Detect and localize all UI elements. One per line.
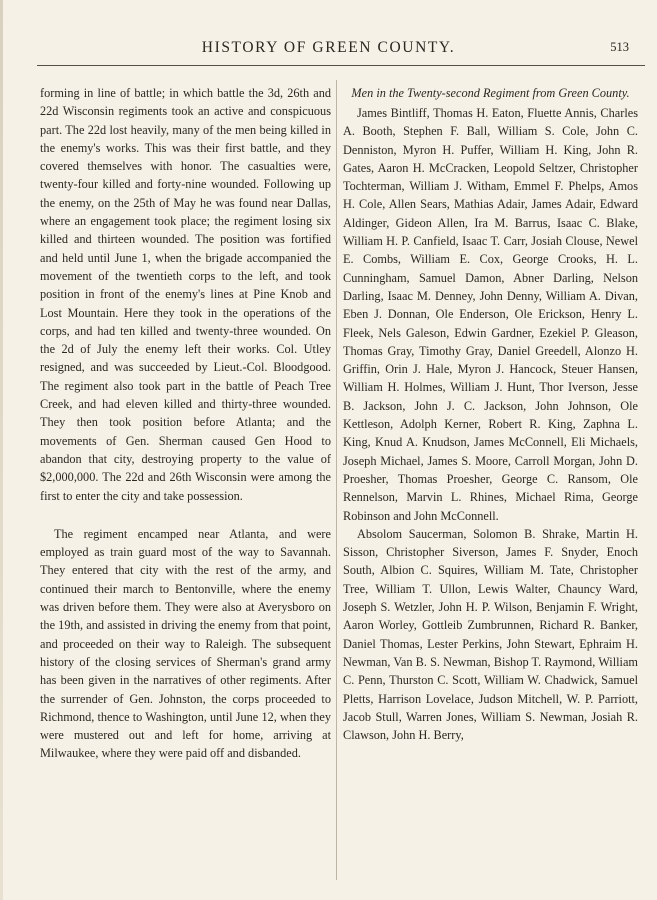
left-paragraph-1: forming in line of battle; in which battle the 3d, 26th and 22d Wisconsin regiments took an active and conspicuous part. The 22d lost heavily, many of the men being killed in the enemy's works. This was their first battle, and they covered themselves with honor. The casualties were, twenty-four killed and forty-nine wounded. Following up the enemy, on the 25th of May he was found near Dallas, where an engagement took place; the regiment losing six killed and thirteen wounded. The position was fortified and held until June 1, when the brigade accompanied the movement of the twentieth corps to the left, and took position in front of the enemy's lines at Pine Knob and Lost Mountain. Here they took in the operations of the corps, and had ten killed and twenty-three wounded. On the 2d of July the enemy left their works. Col. Utley resigned, and was succeeded by Lieut.-Col. Bloodgood. The regiment also took part in the battle of Peach Tree Creek, and had eleven killed and thirty-three wounded. They then took position before Atlanta; and the movements of Gen. Sherman caused Gen Hood to abandon that city, destroying property to the value of $2,000,000. The 22d and 26th Wisconsin were among the first to enter the city and take possession. [40, 86, 331, 503]
left-paragraph-2: The regiment encamped near Atlanta, and were employed as train guard most of the way to Savannah. They entered that city with the rest of the army, and continued their march to Bentonville, where the enemy was driven before them. They were also at Averysboro on the 19th, and assisted in driving the enemy from that point, and proceeded on their way to Raleigh. The subsequent history of the closing services of Sherman's grand army has been given in the narratives of other regiments. After the surrender of Gen. Johnston, the corps proceeded to Richmond, thence to Washington, until June 12, when they were mustered out and left for home, arriving at Milwaukee, where they were paid off and disbanded. [40, 526, 331, 761]
page-header [0, 36, 657, 60]
running-title: HISTORY OF GREEN COUNTY. [201, 39, 456, 56]
right-column [343, 84, 638, 744]
column-divider [336, 80, 337, 880]
page-number: 513 [610, 40, 629, 54]
section-heading: Men in the Twenty-second Regiment from Green County. [351, 86, 630, 100]
header-rule [37, 65, 645, 66]
right-paragraph-1: James Bintliff, Thomas H. Eaton, Fluette Annis, Charles A. Booth, Stephen F. Ball, William S. Cole, John C. Denniston, Myron H. Puffer, William H. King, John R. Gates, Aaron H. McCracken, Leopold Seltzer, Christopher Tochterman, William J. Witham, Emmel F. Phelps, Amos H. Cole, Allen Sears, Mathias Adair, James Adair, Edward Aldinger, Gideon Allen, Ira M. Barrus, Isaac C. Blake, William H. P. Canfield, Isaac T. Carr, Josiah Clouse, Newel E. Combs, William E. Cox, George Crooks, H. L. Cunningham, Samuel Damon, Abner Darling, Nelson Darling, Isaac M. Denney, John Denny, William A. Divan, Eben J. Donnan, Ole Enderson, Ole Erickson, Henry L. Fleek, Nels Galeson, Edwin Gardner, Ezekiel P. Gleason, Thomas Gray, Timothy Gray, Daniel Greedell, Alonzo H. Griffin, Orin J. Hale, Myron J. Hancock, Steuer Hansen, William H. Holmes, William J. Hunt, Thor Iverson, Jesse B. Jackson, John J. C. Jackson, John Johnson, Ole Kettleson, Adolph Kerner, Robert R. King, Zaphna L. King, Knud A. Knudson, James McConnell, Eli Michaels, Joseph Michael, James S. Moore, Carroll Morgan, John D. Proesher, Thomas Proesher, George C. Ransom, Ole Rennelson, Marvin L. Rhines, Michael Rima, George Robinson and John McConnell. [343, 106, 638, 523]
page-gutter [0, 0, 3, 900]
left-column [40, 84, 331, 763]
right-paragraph-2: Absolom Saucerman, Solomon B. Shrake, Martin H. Sisson, Christopher Siverson, James F. Snyder, Enoch South, Albion C. Squires, William M. Tate, Christopher Tree, William T. Ullon, Lewis Walter, Chauncy Ward, Joseph S. Wetzler, John H. P. Wilson, Benjamin F. Wright, Aaron Worley, Gottleib Zumbrunnen, Richard R. Banker, Daniel Thomas, Lester Perkins, John Stewart, Ephraim H. Newman, Van B. S. Newman, Bishop T. Raymond, William C. Penn, Thurston C. Scott, William W. Chadwick, Samuel Pletts, Harrison Lovelace, Judson Mitchell, W. P. Parriott, Jacob Stull, Warren Jones, William S. Newman, Josiah R. Clawson, John H. Berry, [343, 526, 638, 743]
